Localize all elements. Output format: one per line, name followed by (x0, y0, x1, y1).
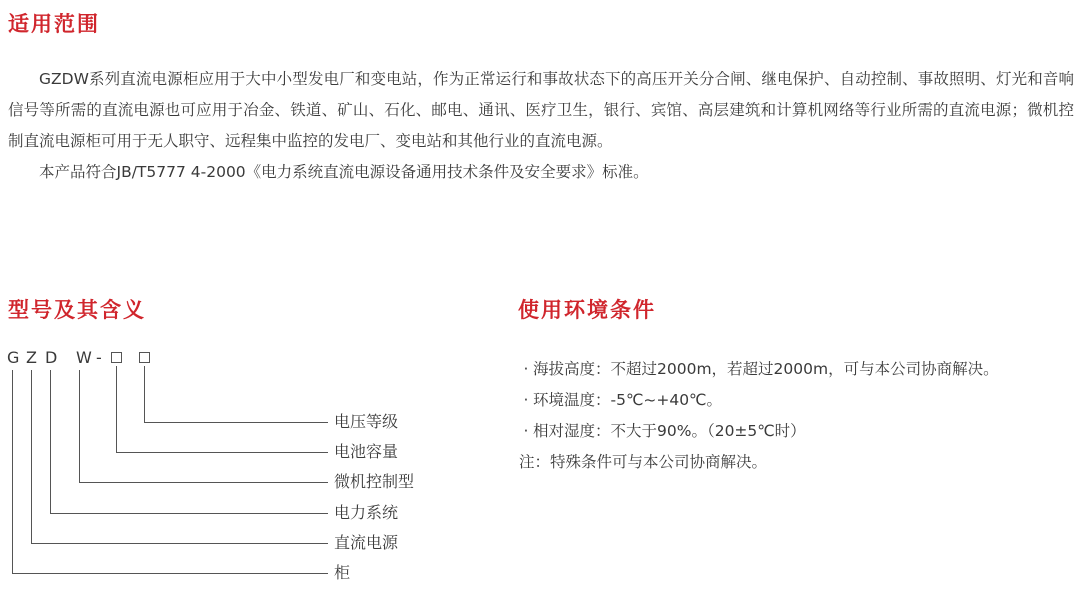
code-letter-d: D (45, 348, 58, 367)
environment-list (519, 354, 999, 478)
env-item-humidity: · 相对湿度：不大于90%。（20±5℃时） (519, 416, 999, 447)
model-heading: 型号及其含义 (8, 298, 146, 322)
code-letter-g: G (7, 348, 20, 367)
environment-heading: 使用环境条件 (518, 298, 656, 322)
code-dash: - (96, 348, 102, 367)
meaning-battery-capacity: 电池容量 (334, 442, 399, 461)
scope-paragraph-2: 本产品符合JB/T5777 4-2000《电力系统直流电源设备通用技术条件及安全要求》标准。 (39, 163, 649, 181)
bullet-dot: · (523, 422, 529, 440)
meaning-cabinet: 柜 (334, 563, 351, 582)
scope-paragraph-1: GZDW系列直流电源柜应用于大中小型发电厂和变电站，作为正常运行和事故状态下的高压开关分合闸、继电保护、自动控制、事故照明、灯光和音响信号等所需的直流电源也可应用于冶金、铁道、矿山、石化、邮电、通讯、医疗卫生，银行、宾馆、高层建筑和计算机网络等行业所需的直流电源；微机控制直流电源柜可用于无人职守、远程集中监控的发电厂、变电站和其他行业的直流电源。 (8, 70, 1074, 150)
meaning-voltage-level: 电压等级 (334, 412, 399, 431)
bullet-dot: · (523, 360, 529, 378)
meaning-dc-power: 直流电源 (334, 533, 399, 552)
meaning-power-system: 电力系统 (334, 503, 399, 522)
code-letter-z: Z (26, 348, 37, 367)
env-item-temperature: · 环境温度：-5℃~+40℃。 (519, 385, 999, 416)
bullet-dot: · (523, 391, 529, 409)
code-letter-w: W (76, 348, 92, 367)
meaning-microcomputer-control: 微机控制型 (334, 472, 415, 491)
scope-heading: 适用范围 (8, 12, 100, 36)
env-note: 注：特殊条件可与本公司协商解决。 (519, 453, 768, 471)
env-item-altitude: · 海拔高度：不超过2000m，若超过2000m，可与本公司协商解决。 (519, 354, 999, 385)
